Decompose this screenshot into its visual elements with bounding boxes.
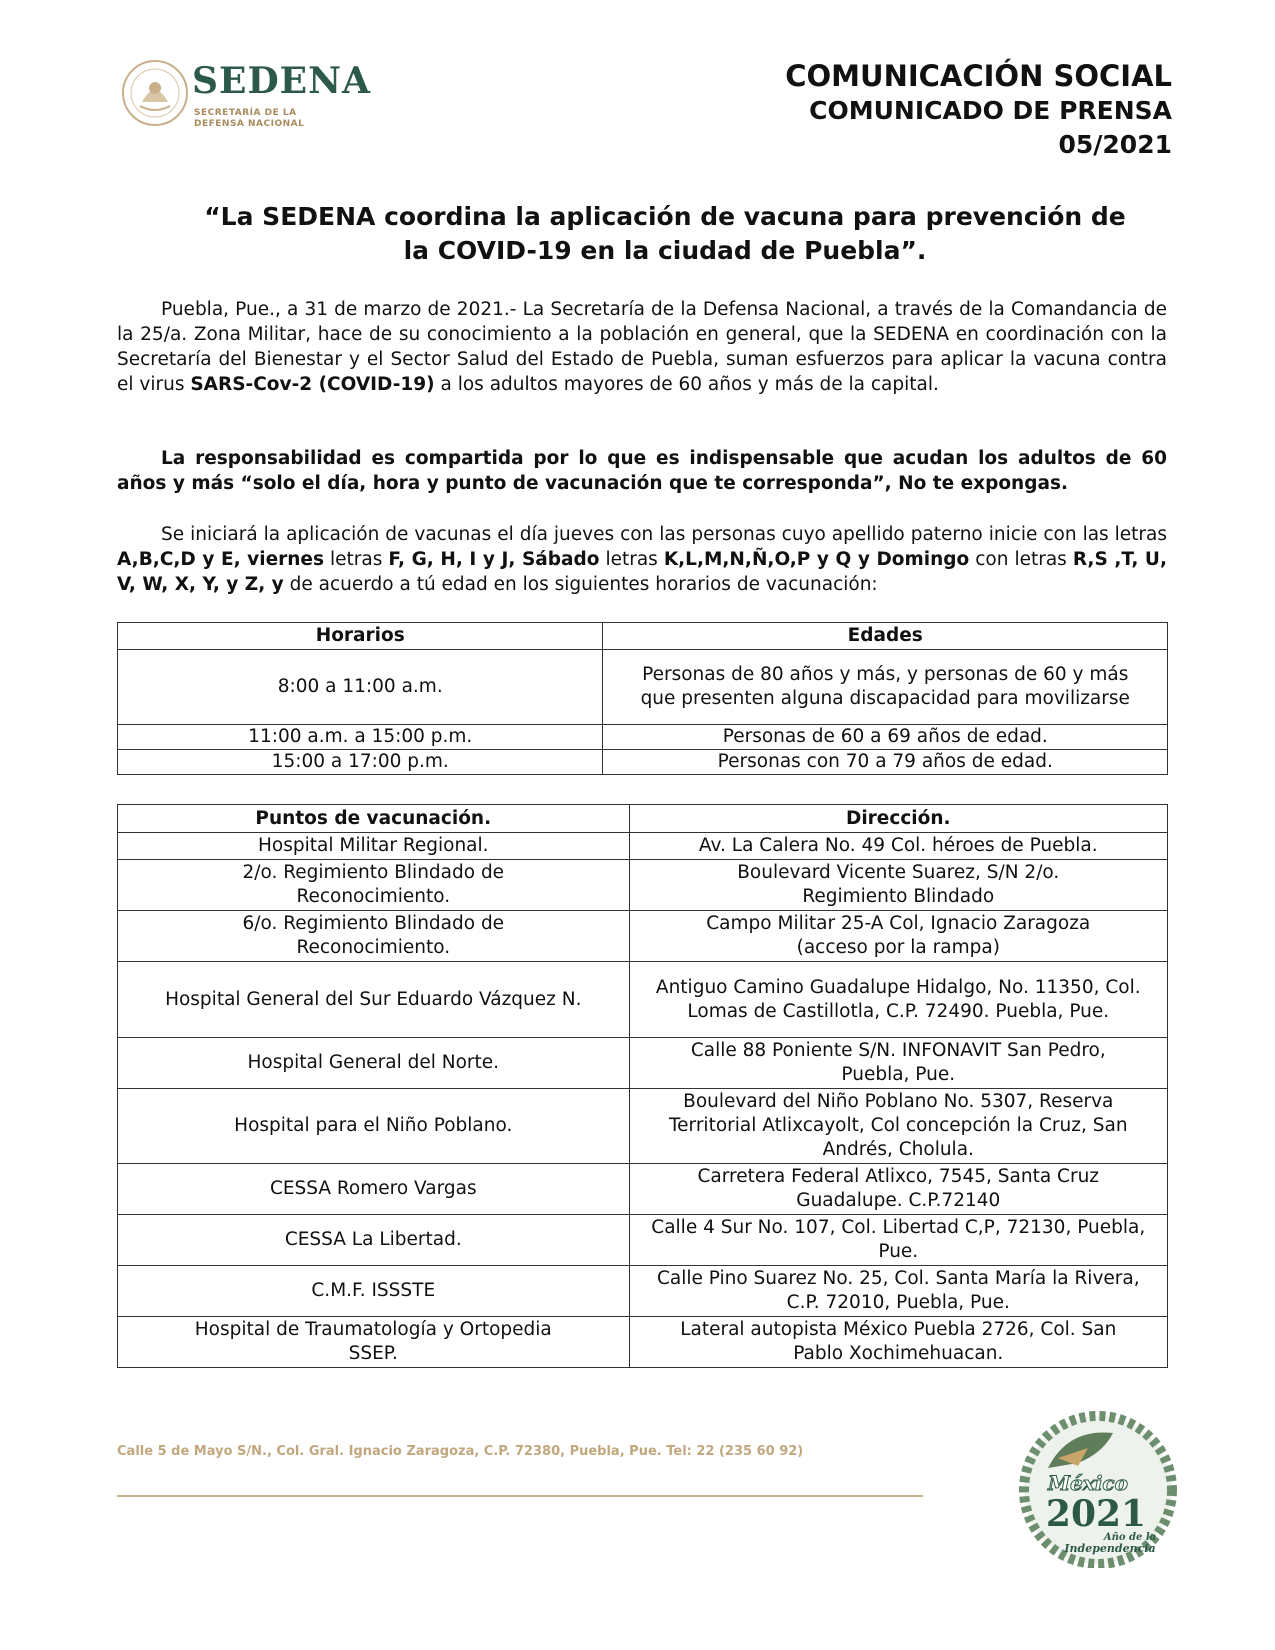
virus-name: SARS-Cov-2 (COVID-19)	[190, 374, 435, 395]
logo-subtitle	[194, 108, 304, 130]
table-cell: Calle Pino Suarez No. 25, Col. Santa María la Rivera, C.P. 72010, Puebla, Pue.	[629, 1266, 1167, 1317]
table-row	[118, 750, 1168, 775]
column-header: Puntos de vacunación.	[118, 805, 630, 833]
paragraph-intro-text-b: a los adultos mayores de 60 años y más de la capital.	[434, 374, 939, 395]
footer-divider	[117, 1495, 923, 1497]
emblem-text-1: México	[1048, 1471, 1128, 1495]
table-cell: Hospital para el Niño Poblano.	[118, 1089, 630, 1164]
table-cell: Av. La Calera No. 49 Col. héroes de Puebla.	[629, 833, 1167, 860]
locations-table	[117, 804, 1168, 1368]
column-header: Edades	[603, 623, 1168, 650]
table-row	[118, 833, 1168, 860]
table-cell: 11:00 a.m. a 15:00 p.m.	[118, 725, 603, 750]
schedule-letters-friday: F, G, H, I y J, Sábado	[388, 549, 600, 570]
table-cell: Hospital de Traumatología y Ortopedia SSEP.	[118, 1317, 630, 1368]
table-row	[118, 1317, 1168, 1368]
table-cell: 2/o. Regimiento Blindado de Reconocimiento.	[118, 860, 630, 911]
table-row	[118, 725, 1168, 750]
document-header	[785, 58, 1172, 162]
title-line-2: la COVID-19 en la ciudad de Puebla”.	[403, 236, 927, 265]
table-cell: Carretera Federal Atlixco, 7545, Santa Cruz Guadalupe. C.P.72140	[629, 1164, 1167, 1215]
table-cell: Boulevard Vicente Suarez, S/N 2/o. Regimiento Blindado	[629, 860, 1167, 911]
title-line-1: “La SEDENA coordina la aplicación de vacuna para prevención de	[204, 202, 1126, 231]
table-header-row	[118, 623, 1168, 650]
table-row	[118, 1089, 1168, 1164]
column-header: Horarios	[118, 623, 603, 650]
schedule-text-3: letras	[599, 549, 664, 570]
table-cell: Personas de 60 a 69 años de edad.	[603, 725, 1168, 750]
table-cell: Hospital General del Norte.	[118, 1038, 630, 1089]
table-cell: CESSA Romero Vargas	[118, 1164, 630, 1215]
table-cell: CESSA La Libertad.	[118, 1215, 630, 1266]
table-cell: Hospital General del Sur Eduardo Vázquez N.	[118, 962, 630, 1038]
schedule-letters-sunday: R,S ,T, U, V, W, X, Y, y Z, y	[117, 549, 1167, 595]
table-cell: Calle 4 Sur No. 107, Col. Libertad C,P, 72130, Puebla, Pue.	[629, 1215, 1167, 1266]
logo-subtitle-line-2: DEFENSA NACIONAL	[194, 119, 305, 129]
paragraph-responsibility: La responsabilidad es compartida por lo que es indispensable que acudan los adultos de 60 años y más “solo el día, hora y punto de vacunación que te corresponda”, No te expongas.	[117, 448, 1167, 494]
column-header: Dirección.	[629, 805, 1167, 833]
table-cell: 8:00 a 11:00 a.m.	[118, 650, 603, 725]
national-seal-icon	[120, 58, 190, 128]
table-cell: C.M.F. ISSSTE	[118, 1266, 630, 1317]
paragraph-schedule	[117, 522, 1167, 597]
schedule-text-1: Se iniciará la aplicación de vacunas el día jueves con las personas cuyo apellido paterno inicie con las letras	[161, 524, 1167, 545]
table-cell: 15:00 a 17:00 p.m.	[118, 750, 603, 775]
schedule-letters-thursday: A,B,C,D y E, viernes	[117, 549, 324, 570]
table-row	[118, 1266, 1168, 1317]
logo-wordmark: SEDENA	[192, 60, 371, 102]
sedena-logo	[120, 52, 390, 142]
press-release-title	[150, 200, 1180, 268]
document-type: COMUNICADO DE PRENSA	[809, 96, 1172, 125]
table-row	[118, 1164, 1168, 1215]
table-cell: Hospital Militar Regional.	[118, 833, 630, 860]
section-title: COMUNICACIÓN SOCIAL	[785, 59, 1172, 93]
table-row	[118, 911, 1168, 962]
schedule-text-2: letras	[323, 549, 389, 570]
table-cell: Personas con 70 a 79 años de edad.	[603, 750, 1168, 775]
table-cell: Antiguo Camino Guadalupe Hidalgo, No. 11350, Col. Lomas de Castillotla, C.P. 72490. Puebla, Pue.	[629, 962, 1167, 1038]
schedule-text-5: de acuerdo a tú edad en los siguientes horarios de vacunación:	[283, 574, 878, 595]
paragraph-intro-text-a: Puebla, Pue., a 31 de marzo de 2021.- La Secretaría de la Defensa Nacional, a través de la Comandancia de la 25/a. Zona Militar, hace de su conocimiento a la población en general, que la SEDENA en coordinación con la Secretaría del Bienestar y el Sector Salud del Estado de Puebla, suman esfuerzos para aplicar la vacuna contra el virus	[117, 299, 1167, 395]
emblem-text-3: Año de la	[1103, 1532, 1157, 1543]
table-cell: Personas de 80 años y más, y personas de 60 y más que presenten alguna discapacidad para movilizarse	[603, 650, 1168, 725]
schedule-table	[117, 622, 1168, 775]
document-number: 05/2021	[1058, 130, 1172, 159]
schedule-text-4: con letras	[969, 549, 1073, 570]
table-cell: Boulevard del Niño Poblano No. 5307, Reserva Territorial Atlixcayolt, Col concepción la Cruz, San Andrés, Cholula.	[629, 1089, 1167, 1164]
table-row	[118, 1038, 1168, 1089]
paragraph-intro	[117, 297, 1167, 397]
table-row	[118, 1215, 1168, 1266]
emblem-text-2: 2021	[1045, 1493, 1147, 1535]
table-cell: 6/o. Regimiento Blindado de Reconocimiento.	[118, 911, 630, 962]
footer-address: Calle 5 de Mayo S/N., Col. Gral. Ignacio Zaragoza, C.P. 72380, Puebla, Pue. Tel: 22 (235 60 92)	[117, 1444, 804, 1459]
emblem-text-4: Independencia	[1064, 1542, 1156, 1555]
logo-subtitle-line-1: SECRETARÍA DE LA	[194, 108, 297, 118]
schedule-letters-saturday: K,L,M,N,Ñ,O,P y Q y Domingo	[663, 549, 970, 570]
table-cell: Lateral autopista México Puebla 2726, Col. San Pablo Xochimehuacan.	[629, 1317, 1167, 1368]
mexico-2021-emblem-icon	[1018, 1408, 1178, 1568]
table-row	[118, 962, 1168, 1038]
table-row	[118, 650, 1168, 725]
table-row	[118, 860, 1168, 911]
table-cell: Campo Militar 25-A Col, Ignacio Zaragoza (acceso por la rampa)	[629, 911, 1167, 962]
table-header-row	[118, 805, 1168, 833]
table-cell: Calle 88 Poniente S/N. INFONAVIT San Pedro, Puebla, Pue.	[629, 1038, 1167, 1089]
